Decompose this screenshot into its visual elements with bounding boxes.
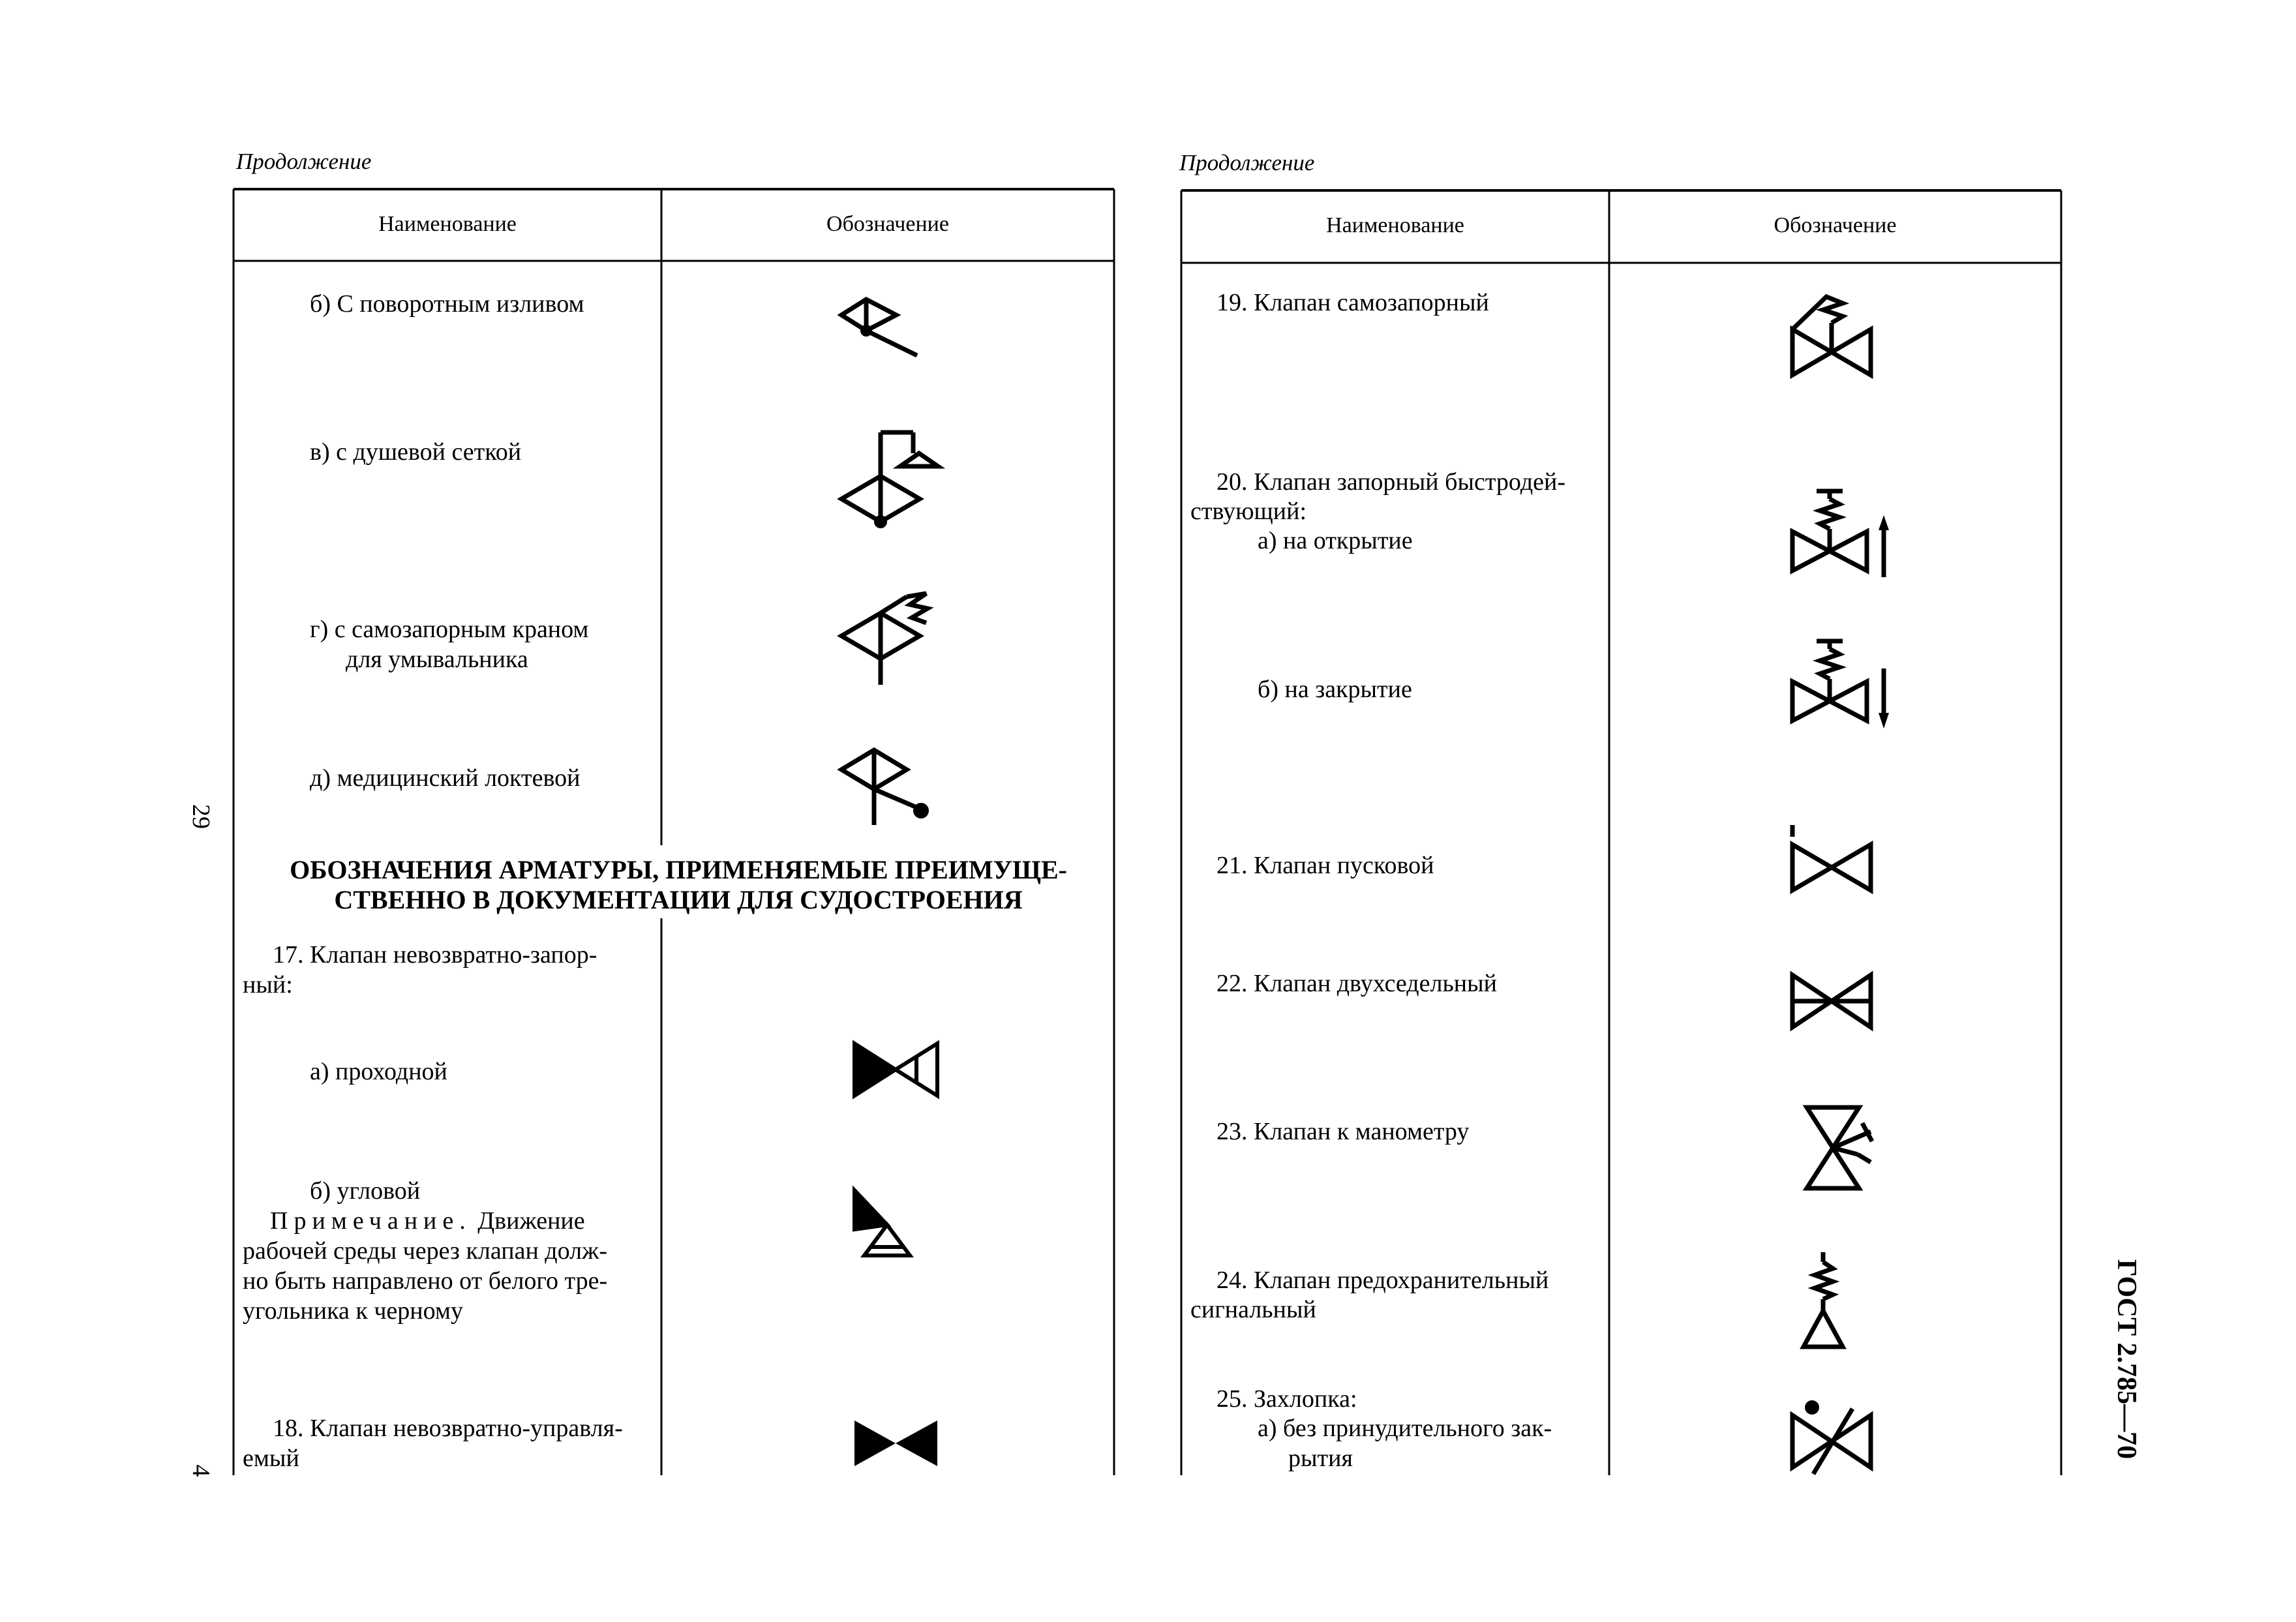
item-25a-label-cont: рытия [1288,1445,1353,1472]
quick-acting-close-symbol [1787,636,1892,734]
double-seat-valve-symbol [1787,972,1879,1030]
non-return-shutoff-angle-symbol [851,1187,929,1259]
item-17b-label: б) угловой [310,1177,421,1205]
item-17a-label: а) проходной [310,1058,447,1085]
row-label: д) медицинский локтевой [310,764,581,792]
item-18-title-cont: емый [243,1445,299,1472]
medical-elbow-symbol [835,743,939,828]
note-line4: угольника к черному [243,1297,463,1325]
note-line2: рабочей среды через клапан долж- [243,1237,607,1265]
row-label: г) с самозапорным краном [310,616,589,643]
right-header-name: Наименование [1326,213,1464,237]
left-header-symbol: Обозначение [826,212,949,236]
section-heading-line2: СТВЕННО В ДОКУМЕНТАЦИИ ДЛЯ СУДОСТРОЕНИЯ [334,885,1023,914]
manometer-valve-symbol [1787,1102,1879,1194]
item-17-title: 17. Клапан невозвратно-запор- [273,941,597,969]
side-page-number-bottom: 4 [187,1464,215,1477]
item-20-title-cont: ствующий: [1190,498,1307,525]
note-line1: Движение [477,1207,585,1235]
item-19-label: 19. Клапан самозапорный [1216,289,1489,316]
right-continuation-label: Продолжение [1179,150,1315,175]
side-page-number: 29 [187,804,215,829]
left-header-name: Наименование [378,212,517,236]
item-18-title: 18. Клапан невозвратно-управля- [273,1415,623,1442]
item-25a-label: а) без принудительного зак- [1258,1415,1552,1442]
item-17-title-cont: ный: [243,971,293,999]
quick-acting-open-symbol [1787,486,1892,584]
non-return-controlled-symbol [851,1414,943,1473]
item-20a-label: а) на открытие [1258,527,1413,554]
row-label: в) с душевой сеткой [310,438,522,466]
note-text [270,1206,585,1236]
item-21-label: 21. Клапан пусковой [1216,852,1434,879]
safety-signal-valve-symbol [1787,1252,1879,1357]
self-closing-valve-symbol [1787,290,1879,382]
row-label: б) С поворотным изливом [310,290,584,318]
right-header-symbol: Обозначение [1774,213,1897,237]
section-heading-line1: ОБОЗНАЧЕНИЯ АРМАТУРЫ, ПРИМЕНЯЕМЫЕ ПРЕИМУЩЕ- [290,855,1067,884]
rotating-spout-symbol [835,297,926,362]
item-24-title: 24. Клапан предохранительный [1216,1267,1549,1294]
non-return-shutoff-straight-symbol [851,1040,943,1099]
left-continuation-label: Продолжение [236,149,372,174]
starting-valve-symbol [1787,825,1879,897]
item-20-title: 20. Клапан запорный быстродей- [1216,468,1566,496]
item-25-title: 25. Захлопка: [1216,1385,1357,1413]
flap-valve-symbol [1787,1396,1879,1480]
standard-code: ГОСТ 2.785—70 [2111,1259,2141,1460]
item-24-title-cont: сигнальный [1190,1296,1316,1323]
item-20b-label: б) на закрытие [1258,676,1412,703]
item-22-label: 22. Клапан двухседельный [1216,970,1497,997]
shower-head-symbol [835,427,952,532]
row-label-cont: для умывальника [346,646,528,673]
self-closing-washbasin-symbol [835,590,939,688]
item-23-label: 23. Клапан к манометру [1216,1118,1470,1145]
note-prefix: Примечание. [270,1207,472,1235]
note-line3: но быть направлено от белого тре- [243,1267,608,1295]
